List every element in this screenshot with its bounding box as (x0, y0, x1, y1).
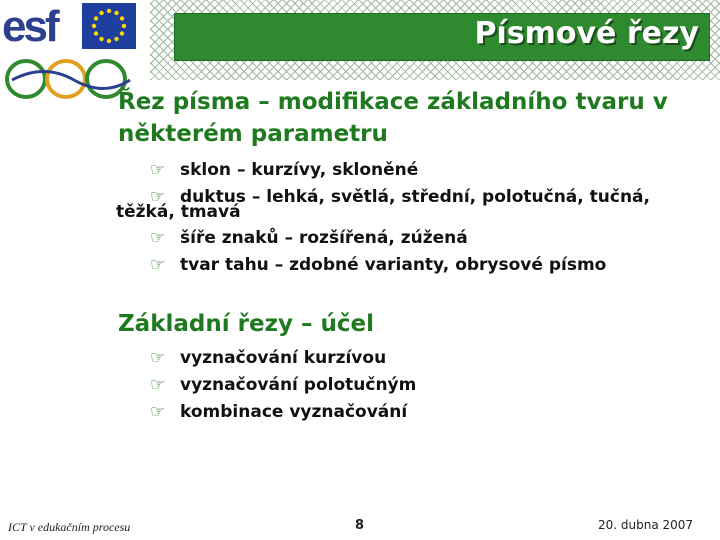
footer-course-name: ICT v edukačním procesu (8, 520, 131, 534)
pointing-hand-icon: ☞ (150, 228, 166, 248)
pointing-hand-icon: ☞ (150, 160, 166, 180)
list-item: ☞ duktus – lehká, světlá, střední, polotučná, tučná, těžká, tmavá (150, 184, 650, 225)
pointing-hand-icon: ☞ (150, 187, 166, 207)
parameter-list (116, 157, 650, 279)
list-item: ☞ sklon – kurzívy, skloněné (150, 157, 650, 184)
purpose-list (150, 345, 416, 426)
heading-slice-definition: Řez písma – modifikace základního tvaru v některém parametru (118, 89, 668, 147)
page-number: 8 (355, 518, 365, 533)
pointing-hand-icon: ☞ (150, 402, 166, 422)
list-item: ☞ vyznačování polotučným (150, 372, 416, 399)
list-item-continuation: těžká, tmavá (116, 202, 241, 222)
pointing-hand-icon: ☞ (150, 348, 166, 368)
heading-basic-slices-purpose: Základní řezy – účel (118, 311, 374, 337)
esf-logo-text: esf (2, 2, 57, 51)
slide-title: Písmové řezy (474, 16, 699, 51)
icv-logo (4, 58, 132, 100)
title-banner (174, 13, 710, 61)
list-item: ☞ kombinace vyznačování (150, 399, 416, 426)
list-item: ☞ vyznačování kurzívou (150, 345, 416, 372)
footer-date: 20. dubna 2007 (598, 518, 694, 532)
pointing-hand-icon: ☞ (150, 255, 166, 275)
esf-logo (0, 0, 140, 54)
list-item: ☞ šíře znaků – rozšířená, zúžená (150, 225, 650, 252)
list-item: ☞ tvar tahu – zdobné varianty, obrysové písmo (150, 252, 650, 279)
pointing-hand-icon: ☞ (150, 375, 166, 395)
eu-flag-icon (82, 3, 136, 49)
